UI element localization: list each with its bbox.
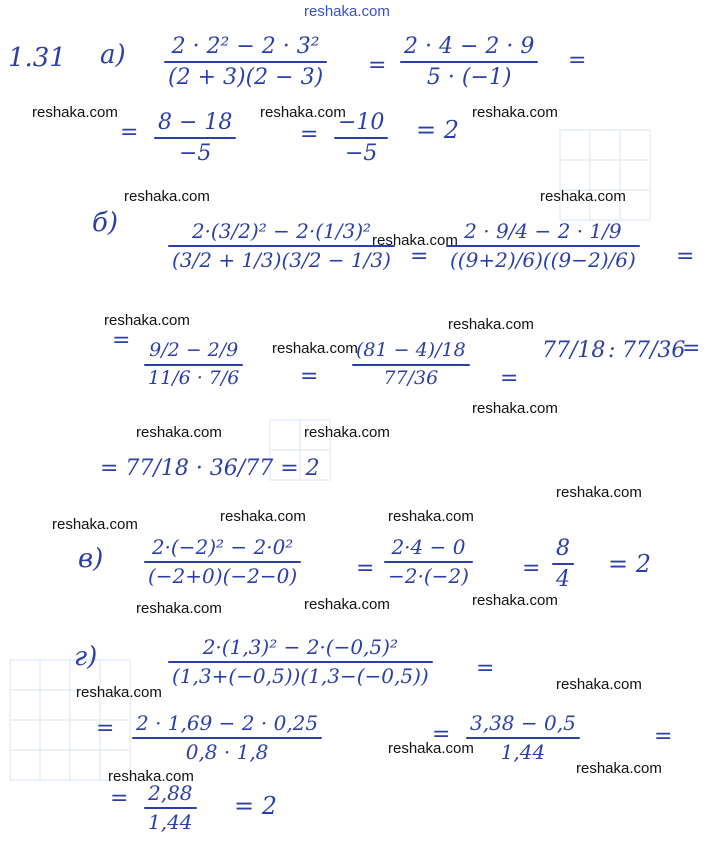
- watermark: reshaka.com: [260, 104, 346, 121]
- part-g-f1-numerator: 2·(1,3)² − 2·(−0,5)²: [202, 635, 398, 659]
- part-v-fraction-1: [144, 536, 301, 588]
- equals-sign: =: [500, 366, 519, 391]
- part-g-label: г): [74, 642, 98, 672]
- part-v-f3-numerator: 8: [556, 536, 570, 561]
- equals-sign: =: [410, 244, 429, 269]
- part-b-final-line: = 77/18 · 36/77 = 2: [100, 456, 320, 481]
- part-a-f2-denominator: 5 · (−1): [426, 65, 512, 91]
- watermark: reshaka.com: [472, 592, 558, 609]
- fraction-bar: [164, 61, 327, 63]
- part-b-f3-numerator: 9/2 − 2/9: [149, 339, 239, 361]
- fraction-bar: [352, 364, 470, 366]
- part-g-f3-numerator: 3,38 − 0,5: [470, 711, 576, 735]
- fraction-bar: [144, 807, 197, 809]
- part-v-result: = 2: [608, 550, 652, 578]
- part-a-result: = 2: [416, 116, 460, 144]
- fraction-bar: [154, 137, 236, 139]
- watermark: reshaka.com: [108, 768, 194, 785]
- problem-number: 1.31: [8, 43, 66, 73]
- part-a-f1-numerator: 2 · 2² − 2 · 3²: [171, 34, 320, 59]
- fraction-bar: [466, 737, 580, 739]
- watermark: reshaka.com: [576, 760, 662, 777]
- part-b-fraction-3: [144, 340, 243, 390]
- part-b-label: б): [92, 208, 119, 238]
- equals-sign: =: [300, 122, 319, 147]
- part-a-f2-numerator: 2 · 4 − 2 · 9: [404, 34, 535, 59]
- part-g-fraction-1: [168, 636, 433, 688]
- equals-sign: =: [568, 48, 587, 73]
- watermark: reshaka.com: [104, 312, 190, 329]
- part-a-f4-numerator: −10: [338, 110, 385, 135]
- part-g-f1-denominator: (1,3+(−0,5))(1,3−(−0,5)): [172, 664, 429, 688]
- equals-sign: =: [96, 716, 115, 741]
- part-g-fraction-4: [144, 782, 197, 834]
- part-b-f1-numerator: 2·(3/2)² − 2·(1/3)²: [191, 219, 372, 243]
- part-g-result: = 2: [234, 792, 278, 820]
- part-a-f3-numerator: 8 − 18: [158, 110, 233, 135]
- watermark: reshaka.com: [388, 740, 474, 757]
- equals-sign: =: [112, 328, 131, 353]
- fraction-bar: [400, 61, 538, 63]
- watermark: reshaka.com: [304, 596, 390, 613]
- equals-sign: =: [476, 656, 495, 681]
- watermark: reshaka.com: [136, 600, 222, 617]
- part-v-f3-denominator: 4: [556, 567, 570, 593]
- part-v-f2-denominator: −2·(−2): [388, 564, 469, 588]
- equals-sign: =: [682, 336, 701, 361]
- part-b-f2-denominator: ((9+2)/6)((9−2)/6): [450, 248, 636, 272]
- equals-sign: =: [120, 120, 139, 145]
- part-a-fraction-1: [164, 34, 327, 91]
- fraction-bar: [168, 245, 395, 247]
- part-a-fraction-2: [400, 34, 538, 91]
- watermark: reshaka.com: [472, 104, 558, 121]
- part-v-f2-numerator: 2·4 − 0: [391, 535, 466, 559]
- fraction-bar: [144, 561, 301, 563]
- part-g-f3-denominator: 1,44: [500, 740, 546, 764]
- watermark: reshaka.com: [76, 684, 162, 701]
- part-b-fraction-4: [352, 340, 470, 390]
- division-colon: :: [608, 338, 616, 363]
- equals-sign: =: [300, 364, 319, 389]
- part-a-f4-denominator: −5: [345, 141, 378, 167]
- watermark: reshaka.com: [220, 508, 306, 525]
- fraction-bar: [144, 364, 243, 366]
- part-b-f2-numerator: 2 · 9/4 − 2 · 1/9: [464, 219, 622, 243]
- equals-sign: =: [110, 786, 129, 811]
- part-b-f4-numerator: (81 − 4)/18: [356, 339, 466, 361]
- part-v-fraction-3: [552, 536, 574, 593]
- part-g-f2-denominator: 0,8 · 1,8: [185, 740, 269, 764]
- watermark: reshaka.com: [448, 316, 534, 333]
- watermark: reshaka.com: [124, 188, 210, 205]
- part-b-f3-denominator: 11/6 · 7/6: [148, 366, 240, 389]
- watermark: reshaka.com: [372, 232, 458, 249]
- fraction-bar: [168, 661, 433, 663]
- watermark-top: reshaka.com: [304, 3, 390, 20]
- part-g-f4-numerator: 2,88: [148, 781, 193, 805]
- part-g-fraction-3: [466, 712, 580, 764]
- watermark: reshaka.com: [556, 676, 642, 693]
- equals-sign: =: [432, 722, 451, 747]
- fraction-bar: [446, 245, 640, 247]
- watermark: reshaka.com: [540, 188, 626, 205]
- equals-sign: =: [676, 244, 695, 269]
- fraction-bar: [384, 561, 473, 563]
- part-b-f4-denominator: 77/36: [383, 366, 439, 389]
- part-a-label: а): [100, 40, 126, 70]
- part-a-f3-denominator: −5: [178, 141, 212, 167]
- part-v-label: в): [78, 544, 104, 574]
- watermark: reshaka.com: [472, 400, 558, 417]
- part-a-f1-denominator: (2 + 3)(2 − 3): [168, 65, 324, 91]
- watermark: reshaka.com: [304, 424, 390, 441]
- watermark: reshaka.com: [136, 424, 222, 441]
- part-b-f1-denominator: (3/2 + 1/3)(3/2 − 1/3): [172, 248, 391, 272]
- part-b-quotient-a: 77/18: [542, 338, 606, 363]
- part-g-f4-denominator: 1,44: [148, 810, 193, 834]
- part-g-fraction-2: [132, 712, 322, 764]
- equals-sign: =: [356, 556, 375, 581]
- part-b-fraction-1: [168, 220, 395, 272]
- equals-sign: =: [522, 556, 541, 581]
- watermark: reshaka.com: [272, 340, 358, 357]
- part-b-quotient-b: 77/36: [622, 338, 686, 363]
- watermark: reshaka.com: [32, 104, 118, 121]
- fraction-bar: [334, 137, 388, 139]
- fraction-bar: [132, 737, 322, 739]
- watermark: reshaka.com: [52, 516, 138, 533]
- part-a-fraction-3: [154, 110, 236, 167]
- equals-sign: =: [654, 724, 673, 749]
- part-v-f1-numerator: 2·(−2)² − 2·0²: [151, 535, 294, 559]
- part-v-fraction-2: [384, 536, 473, 588]
- watermark: reshaka.com: [556, 484, 642, 501]
- equals-sign: =: [368, 53, 387, 78]
- fraction-bar: [552, 563, 574, 565]
- watermark: reshaka.com: [388, 508, 474, 525]
- part-g-f2-numerator: 2 · 1,69 − 2 · 0,25: [136, 711, 319, 735]
- part-b-fraction-2: [446, 220, 640, 272]
- part-v-f1-denominator: (−2+0)(−2−0): [148, 564, 298, 588]
